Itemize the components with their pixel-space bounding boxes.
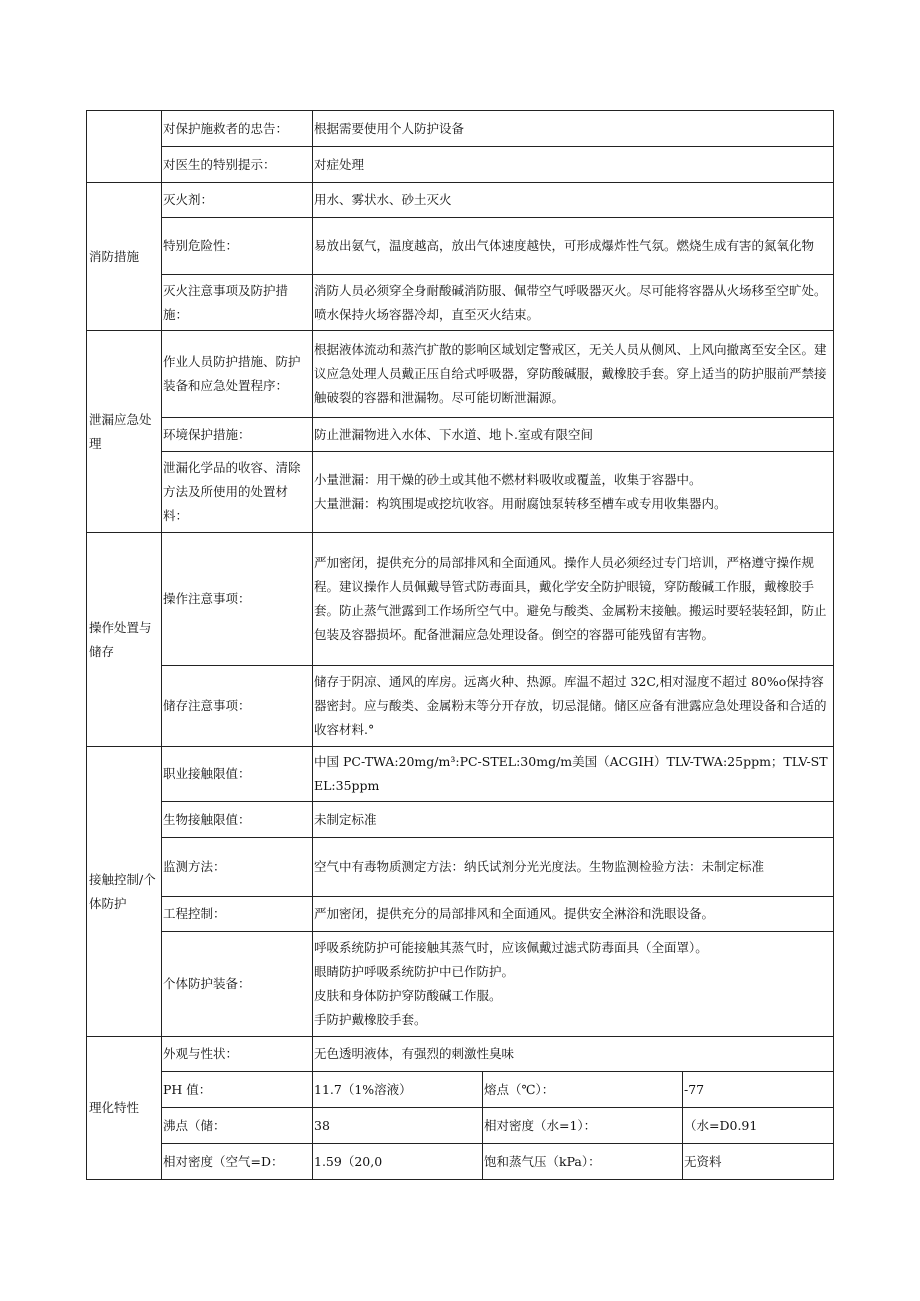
label: 作业人员防护措施、防护装备和应急处置程序： (162, 331, 313, 418)
row-ph-melting (87, 1072, 834, 1108)
cleanup-small: 小量泄漏：用干燥的砂土或其他不燃材料吸收或覆盖，收集于容器中。 (314, 472, 702, 487)
value: -77 (683, 1072, 834, 1108)
row-operation (87, 533, 834, 666)
section-first-aid (87, 111, 162, 183)
label: 外观与性状： (162, 1037, 313, 1072)
ppe-line: 手防护戴橡胶手套。 (314, 1012, 427, 1027)
ppe-line: 皮肤和身体防护穿防酸碱工作服。 (314, 988, 502, 1003)
label: 对保护施救者的忠告： (162, 111, 313, 147)
row-leak-env (87, 418, 834, 452)
section-leak: 泄漏应急处理 (87, 331, 162, 533)
row-leak-cleanup (87, 452, 834, 533)
value: 未制定标准 (313, 802, 834, 838)
label: 职业接触限值： (162, 747, 313, 802)
value: 空气中有毒物质测定方法：纳氏试剂分光光度法。生物监测检验方法：未制定标准 (313, 838, 834, 897)
row-air-density-vapor (87, 1144, 834, 1180)
label: 熔点（℃）： (483, 1072, 683, 1108)
value: 38 (313, 1108, 483, 1144)
row-monitoring (87, 838, 834, 897)
value: 消防人员必须穿全身耐酸碱消防服、佩带空气呼吸器灭火。尽可能将容器从火场移至空旷处。喷水保持火场容器冷却，直至灭火结束。 (313, 275, 834, 331)
label: 相对密度（水=1）： (483, 1108, 683, 1144)
row-engineering (87, 897, 834, 932)
label: 沸点（储： (162, 1108, 313, 1144)
row-occupational-limit (87, 747, 834, 802)
label: 监测方法： (162, 838, 313, 897)
value: 无色透明液体，有强烈的刺激性臭味 (313, 1037, 834, 1072)
label: 灭火注意事项及防护措施： (162, 275, 313, 331)
label: 特别危险性： (162, 218, 313, 275)
row-boiling-density (87, 1108, 834, 1144)
row-rescuer-advice (87, 111, 834, 147)
label: 生物接触限值： (162, 802, 313, 838)
row-fire-agent (87, 183, 834, 218)
label: 对医生的特别提示： (162, 147, 313, 183)
label: 饱和蒸气压（kPa）： (483, 1144, 683, 1180)
value (313, 452, 834, 533)
label: 储存注意事项： (162, 666, 313, 747)
msds-table (86, 110, 834, 1180)
row-doctor-note (87, 147, 834, 183)
value: 严加密闭，提供充分的局部排风和全面通风。提供安全淋浴和洗眼设备。 (313, 897, 834, 932)
section-fire: 消防措施 (87, 183, 162, 331)
section-properties: 理化特性 (87, 1037, 162, 1180)
row-fire-hazard (87, 218, 834, 275)
row-storage (87, 666, 834, 747)
value: 1.59（20,0 (313, 1144, 483, 1180)
row-leak-personnel (87, 331, 834, 418)
label: 环境保护措施： (162, 418, 313, 452)
label: 操作注意事项： (162, 533, 313, 666)
value: 对症处理 (313, 147, 834, 183)
value: 中国 PC-TWA:20mg/m³:PC-STEL:30mg/m美国（ACGIH）TLV-TWA:25ppm；TLV-STEL:35ppm (313, 747, 834, 802)
label: PH 值： (162, 1072, 313, 1108)
value: 易放出氨气，温度越高，放出气体速度越快，可形成爆炸性气氛。燃烧生成有害的氮氧化物 (313, 218, 834, 275)
value: 储存于阴凉、通风的库房。远离火种、热源。库温不超过 32C,相对湿度不超过 80%o保持容器密封。应与酸类、金属粉末等分开存放，切忌混储。储区应备有泄露应急处理设备和合适的收容材料.° (313, 666, 834, 747)
value: 严加密闭，提供充分的局部排风和全面通风。操作人员必须经过专门培训，严格遵守操作规程。建议操作人员佩戴导管式防毒面具，戴化学安全防护眼镜，穿防酸碱工作服，戴橡胶手套。防止蒸气泄露到工作场所空气中。避免与酸类、金属粉末接触。搬运时要轻装轻卸，防止包装及容器损坏。配备泄漏应急处理设备。倒空的容器可能残留有害物。 (313, 533, 834, 666)
cleanup-large: 大量泄漏：构筑围堤或挖坑收容。用耐腐蚀泵转移至槽车或专用收集器内。 (314, 496, 727, 511)
value (313, 932, 834, 1037)
value: 防止泄漏物进入水体、下水道、地卜.室或有限空间 (313, 418, 834, 452)
value: 无资料 (683, 1144, 834, 1180)
section-exposure: 接触控制/个体防护 (87, 747, 162, 1037)
value: 用水、雾状水、砂土灭火 (313, 183, 834, 218)
label: 相对密度（空气=D： (162, 1144, 313, 1180)
label: 工程控制： (162, 897, 313, 932)
ppe-line: 呼吸系统防护可能接触其蒸气时，应该佩戴过滤式防毒面具（全面罩）。 (314, 940, 708, 955)
row-ppe (87, 932, 834, 1037)
value: 根据液体流动和蒸汽扩散的影响区域划定警戒区，无关人员从侧风、上风向撤离至安全区。建议应急处理人员戴正压自给式呼吸器，穿防酸碱服，戴橡胶手套。穿上适当的防护服前严禁接触破裂的容器和泄漏物。尽可能切断泄漏源。 (313, 331, 834, 418)
row-appearance (87, 1037, 834, 1072)
value: 11.7（1%溶液） (313, 1072, 483, 1108)
label: 灭火剂： (162, 183, 313, 218)
label: 泄漏化学品的收容、清除方法及所使用的处置材料： (162, 452, 313, 533)
section-handling: 操作处置与储存 (87, 533, 162, 747)
row-biological-limit (87, 802, 834, 838)
row-fire-precaution (87, 275, 834, 331)
value: 根据需要使用个人防护设备 (313, 111, 834, 147)
value: （水=D0.91 (683, 1108, 834, 1144)
ppe-line: 眼睛防护呼吸系统防护中已作防护。 (314, 964, 515, 979)
label: 个体防护装备： (162, 932, 313, 1037)
